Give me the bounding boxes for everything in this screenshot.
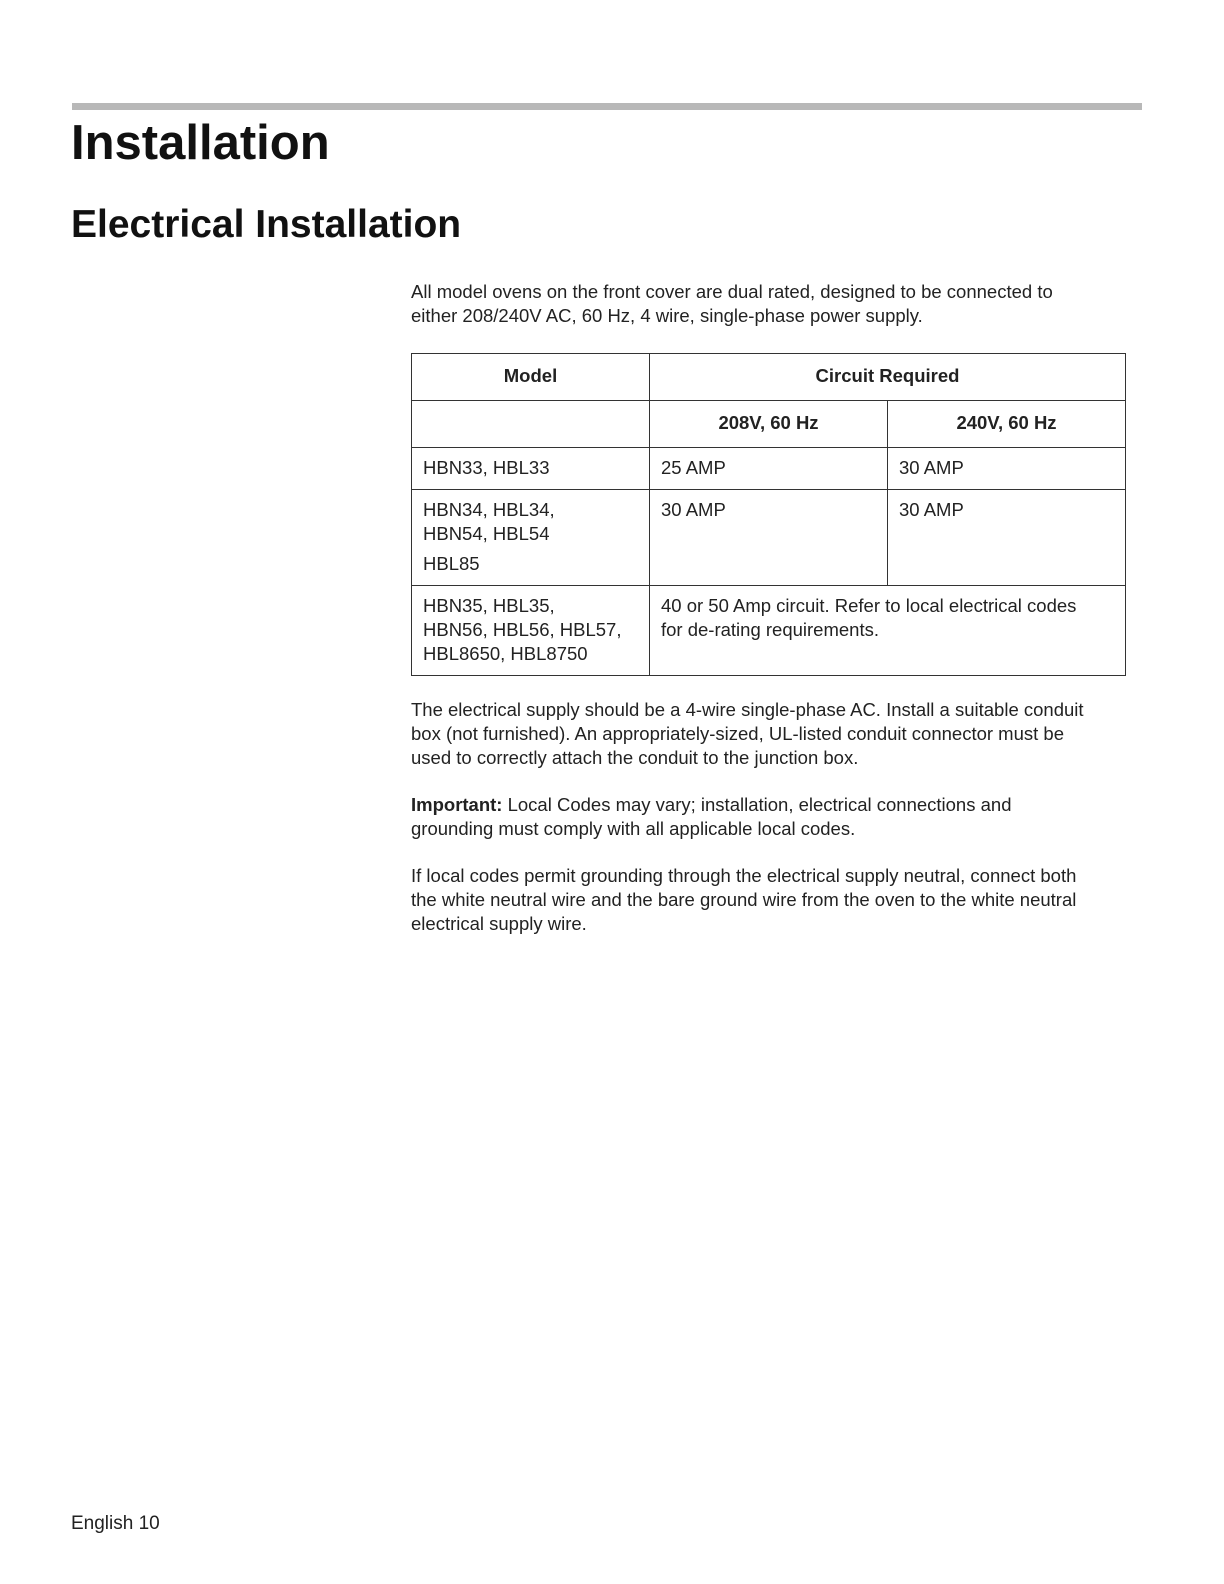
supply-paragraph [411, 698, 1136, 770]
table-row [412, 586, 1126, 676]
merged-line: 40 or 50 Amp circuit. Refer to local electrical codes [661, 595, 1077, 616]
cell-model [412, 586, 650, 676]
table-row [412, 448, 1126, 490]
cell-circuit-merged [650, 586, 1126, 676]
model-line: HBL8650, HBL8750 [423, 643, 588, 664]
subheader-240v: 240V, 60 Hz [888, 401, 1126, 448]
important-paragraph [411, 793, 1136, 841]
supply-line: box (not furnished). An appropriately-sized, UL-listed conduit connector must be [411, 723, 1064, 744]
model-line: HBN54, HBL54 [423, 523, 550, 544]
cell-240v: 30 AMP [888, 448, 1126, 490]
circuit-table [411, 353, 1126, 676]
main-content [411, 280, 1136, 959]
model-line: HBN56, HBL56, HBL57, [423, 619, 622, 640]
cell-240v: 30 AMP [888, 490, 1126, 586]
intro-line: All model ovens on the front cover are dual rated, designed to be connected to [411, 281, 1053, 302]
merged-line: for de-rating requirements. [661, 619, 879, 640]
grounding-line: If local codes permit grounding through the electrical supply neutral, connect both [411, 865, 1077, 886]
important-line: grounding must comply with all applicable local codes. [411, 818, 856, 839]
header-model: Model [412, 354, 650, 401]
model-line: HBL85 [423, 553, 480, 574]
grounding-line: electrical supply wire. [411, 913, 587, 934]
table-header-row [412, 354, 1126, 401]
grounding-line: the white neutral wire and the bare ground wire from the oven to the white neutral [411, 889, 1077, 910]
subheader-empty [412, 401, 650, 448]
cell-208v: 30 AMP [650, 490, 888, 586]
intro-paragraph [411, 280, 1136, 328]
model-line: HBN35, HBL35, [423, 595, 555, 616]
grounding-paragraph [411, 864, 1136, 936]
important-label: Important: [411, 794, 503, 815]
page-footer: English 10 [71, 1513, 160, 1534]
cell-model [412, 448, 650, 490]
supply-line: The electrical supply should be a 4-wire single-phase AC. Install a suitable conduit [411, 699, 1084, 720]
model-line: HBN33, HBL33 [423, 457, 550, 478]
table-subheader-row [412, 401, 1126, 448]
page-title: Installation [71, 116, 330, 170]
cell-model [412, 490, 650, 586]
header-circuit-required: Circuit Required [650, 354, 1126, 401]
model-line: HBN34, HBL34, [423, 499, 555, 520]
supply-line: used to correctly attach the conduit to the junction box. [411, 747, 859, 768]
subheader-208v: 208V, 60 Hz [650, 401, 888, 448]
important-line [411, 793, 1136, 817]
important-text: Local Codes may vary; installation, electrical connections and [502, 794, 1012, 815]
table-row [412, 490, 1126, 586]
intro-line: either 208/240V AC, 60 Hz, 4 wire, single-phase power supply. [411, 305, 923, 326]
section-title: Electrical Installation [71, 203, 462, 246]
cell-208v: 25 AMP [650, 448, 888, 490]
header-rule [72, 103, 1142, 110]
